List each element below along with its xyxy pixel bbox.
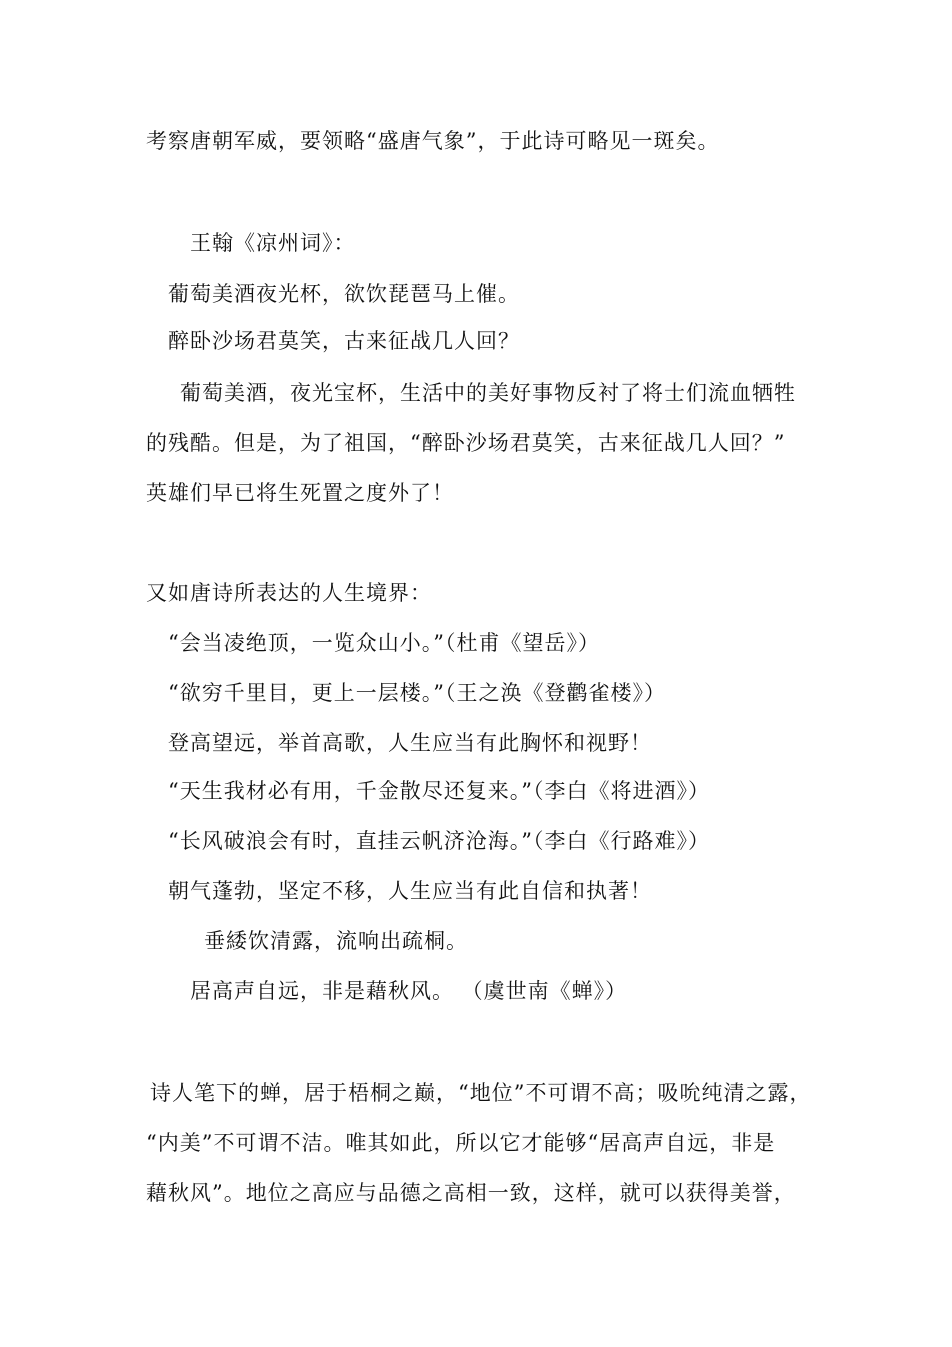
poem-line: 醉卧沙场君莫笑，古来征战几人回？ — [168, 329, 520, 353]
text-line: 的残酷。但是，为了祖国，“醉卧沙场君莫笑，古来征战几人回？” — [146, 431, 786, 455]
quote-line: “欲穷千里目，更上一层楼。”（王之涣《登鹳雀楼》） — [168, 681, 666, 705]
quote-line: “会当凌绝顶，一览众山小。”（杜甫《望岳》） — [168, 631, 600, 655]
text-line: 英雄们早已将生死置之度外了！ — [146, 481, 454, 505]
text-line: 朝气蓬勃，坚定不移，人生应当有此自信和执著！ — [168, 879, 652, 903]
poem-line: 垂緌饮清露，流响出疏桐。 — [204, 929, 468, 953]
text-line: 登高望远，举首高歌，人生应当有此胸怀和视野！ — [168, 731, 652, 755]
text-line: 诗人笔下的蝉，居于梧桐之巅，“地位”不可谓不高；吸吮纯清之露， — [150, 1081, 812, 1105]
text-line: 葡萄美酒，夜光宝杯，生活中的美好事物反衬了将士们流血牺牲 — [180, 381, 796, 405]
poem-line: 居高声自远，非是藉秋风。 （虞世南《蝉》） — [190, 979, 628, 1003]
text-line: 考察唐朝军威，要领略“盛唐气象”，于此诗可略见一斑矣。 — [146, 129, 720, 153]
poem-title: 王翰《凉州词》： — [190, 231, 356, 255]
quote-line: “长风破浪会有时，直挂云帆济沧海。”（李白《行路难》） — [168, 829, 710, 853]
poem-line: 葡萄美酒夜光杯，欲饮琵琶马上催。 — [168, 282, 520, 306]
text-line: 又如唐诗所表达的人生境界： — [146, 581, 432, 605]
quote-line: “天生我材必有用，千金散尽还复来。”（李白《将进酒》） — [168, 779, 710, 803]
text-line: 藉秋风”。地位之高应与品德之高相一致，这样，就可以获得美誉， — [146, 1181, 796, 1205]
text-line: “内美”不可谓不洁。唯其如此，所以它才能够“居高声自远，非是 — [146, 1131, 776, 1155]
